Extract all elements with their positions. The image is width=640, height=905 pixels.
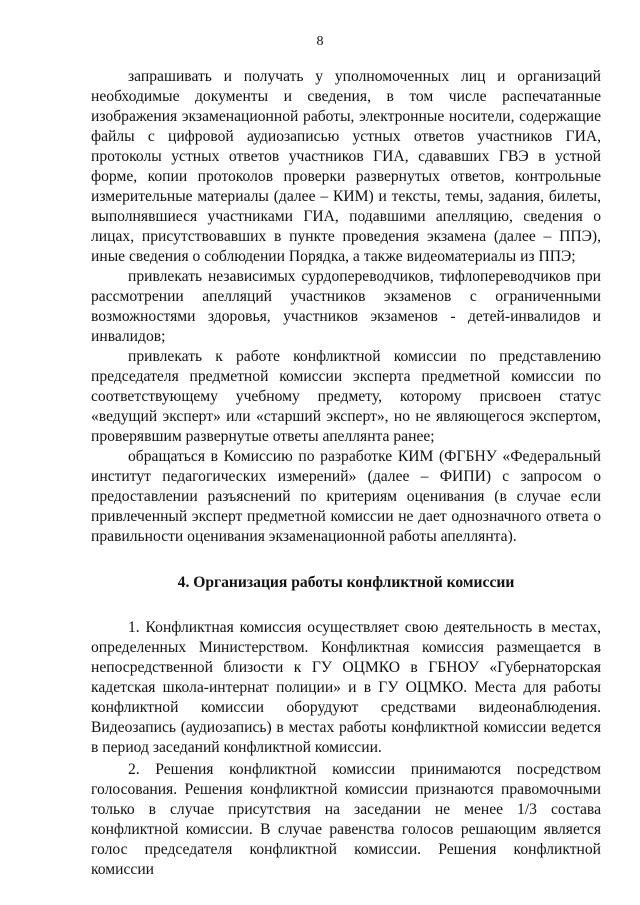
paragraph-involve-interpreters: привлекать независимых сурдопереводчиков, тифлопереводчиков при рассмотрении апелляций участников экзаменов с ограниченными возможностями здоровья, участников экзаменов - детей-инвалидов и инвалидов; [91,268,601,345]
document-body [91,67,601,880]
paragraph-request-documents: запрашивать и получать у уполномоченных лиц и организаций необходимые документы и сведения, в том числе распечатанные изображения экзаменационной работы, электронные носители, содержащие файлы с цифровой аудиозаписью устных ответов участников ГИА, протоколы устных ответов участников ГИА, сдававших ГВЭ в устной форме, копии протоколов проверки развернутых ответов, контрольные измерительные материалы (далее – КИМ) и тексты, темы, задания, билеты, выполнявшиеся участниками ГИА, подавшими апелляцию, сведения о лицах, присутствовавших в пункте проведения экзамена (далее – ППЭ), иные сведения о соблюдении Порядка, а также видеоматериалы из ППЭ; [91,68,601,265]
page-number: 8 [316,34,324,49]
paragraph-contact-commission: обращаться в Комиссию по разработке КИМ (ФГБНУ «Федеральный институт педагогических измерений» (далее – ФИПИ) с запросом о предоставлении разъяснений по критериям оценивания (в случае если привлеченный эксперт предметной комиссии не дает однозначного ответа о правильности оценивания экзаменационной работы апеллянта). [91,448,601,545]
section-heading: 4. Организация работы конфликтной комиссии [177,574,515,591]
paragraph-involve-expert: привлекать к работе конфликтной комиссии по представлению председателя предметной комиссии эксперта предметной комиссии по соответствующему учебному предмету, которому присвоен статус «ведущий эксперт» или «старший эксперт», но не являющегося экспертом, проверявшим развернутые ответы апеллянта ранее; [91,348,601,445]
paragraph-item-1: 1. Конфликтная комиссия осуществляет свою деятельность в местах, определенных Министерством. Конфликтная комиссия размещается в непосредственной близости к ГУ ОЦМКО в ГБНОУ «Губернаторская кадетская школа-интернат полиции» и в ГУ ОЦМКО. Места для работы конфликтной комиссии оборудуют средствами видеонаблюдения. Видеозапись (аудиозапись) в местах работы конфликтной комиссии ведется в период заседаний конфликтной комиссии. [91,619,601,756]
paragraph-item-2: 2. Решения конфликтной комиссии принимаются посредством голосования. Решения конфликтной комиссии признаются правомочными только в случае присутствия на заседании не менее 1/3 состава конфликтной комиссии. В случае равенства голосов решающим является голос председателя конфликтной комиссии. Решения конфликтной комиссии [91,761,601,878]
